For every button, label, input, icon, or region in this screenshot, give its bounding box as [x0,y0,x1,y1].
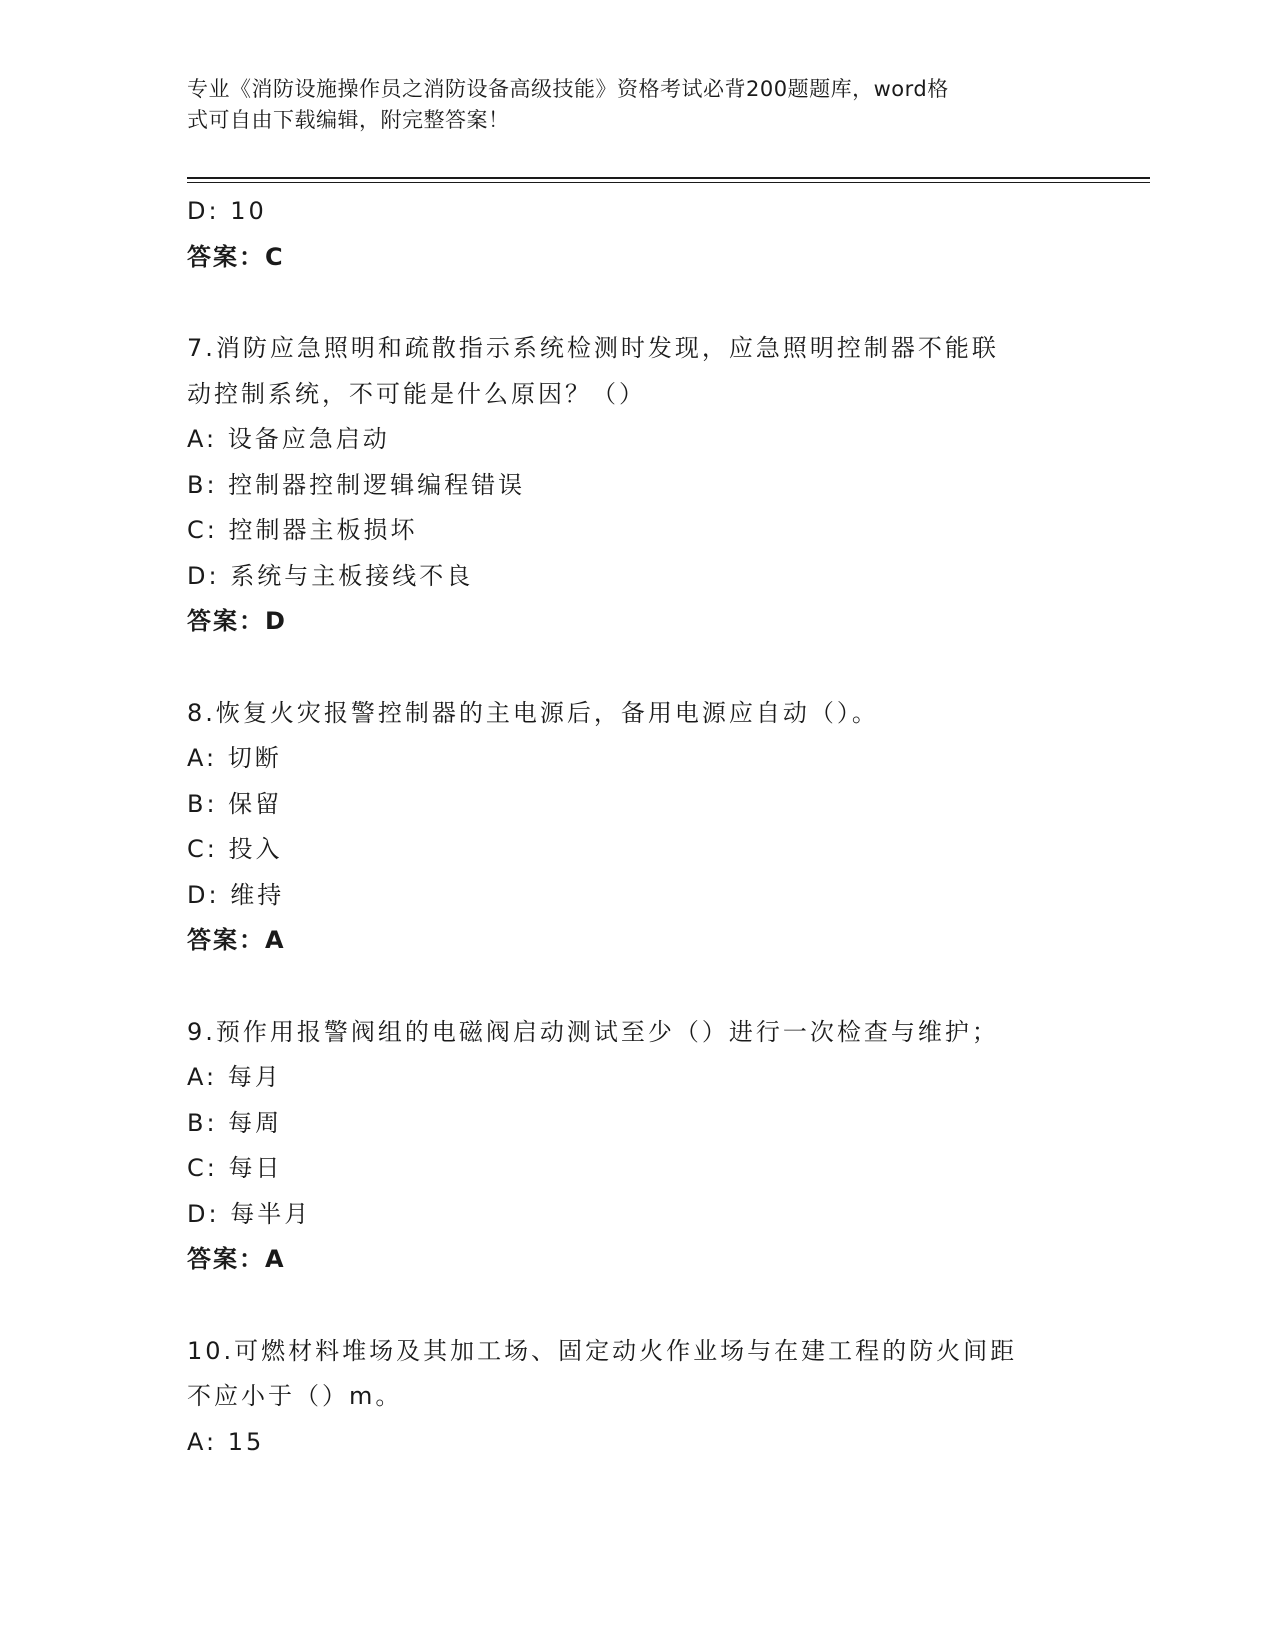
question-9 [187,1010,1087,1283]
option-a: A: 每月 [187,1063,282,1091]
answer: 答案：A [187,1245,286,1273]
prev-option-d: D: 10 [187,197,267,225]
option-c: C: 控制器主板损坏 [187,516,418,544]
option-c: C: 每日 [187,1154,283,1182]
spacer [187,1283,1087,1329]
option-a: A: 切断 [187,744,282,772]
question-stem: 8.恢复火灾报警控制器的主电源后，备用电源应自动（）。 [187,698,879,727]
spacer [187,964,1087,1010]
question-stem: 7.消防应急照明和疏散指示系统检测时发现，应急照明控制器不能联 [187,334,999,362]
question-stem: 9.预作用报警阀组的电磁阀启动测试至少（）进行一次检查与维护； [187,1017,999,1046]
option-c: C: 投入 [187,835,283,863]
question-10 [187,1329,1087,1466]
option-b: B: 每周 [187,1108,283,1137]
question-stem: 不应小于（）m。 [187,1382,403,1410]
question-stem: 动控制系统，不可能是什么原因？（） [187,379,646,408]
header-rule-thin [187,182,1150,183]
header-rule-thick [187,177,1150,179]
header-line-2: 式可自由下载编辑，附完整答案！ [187,108,510,132]
option-d: D: 维持 [187,880,285,909]
answer: 答案：D [187,607,287,635]
spacer [187,645,1087,691]
question-8 [187,691,1087,964]
option-b: B: 控制器控制逻辑编程错误 [187,470,526,499]
question-stem: 10.可燃材料堆场及其加工场、固定动火作业场与在建工程的防火间距 [187,1336,1018,1365]
spacer [187,280,1087,326]
prev-answer: 答案：C [187,242,285,271]
header-line-1: 专业《消防设施操作员之消防设备高级技能》资格考试必背200题题库，word格 [187,77,949,101]
answer: 答案：A [187,926,286,954]
question-list [187,189,1087,1465]
option-d: D: 系统与主板接线不良 [187,561,474,590]
option-d: D: 每半月 [187,1199,312,1228]
question-7 [187,326,1087,645]
option-a: A: 设备应急启动 [187,425,390,453]
option-b: B: 保留 [187,789,283,818]
document-header [187,74,1067,136]
option-a: A: 15 [187,1427,265,1456]
